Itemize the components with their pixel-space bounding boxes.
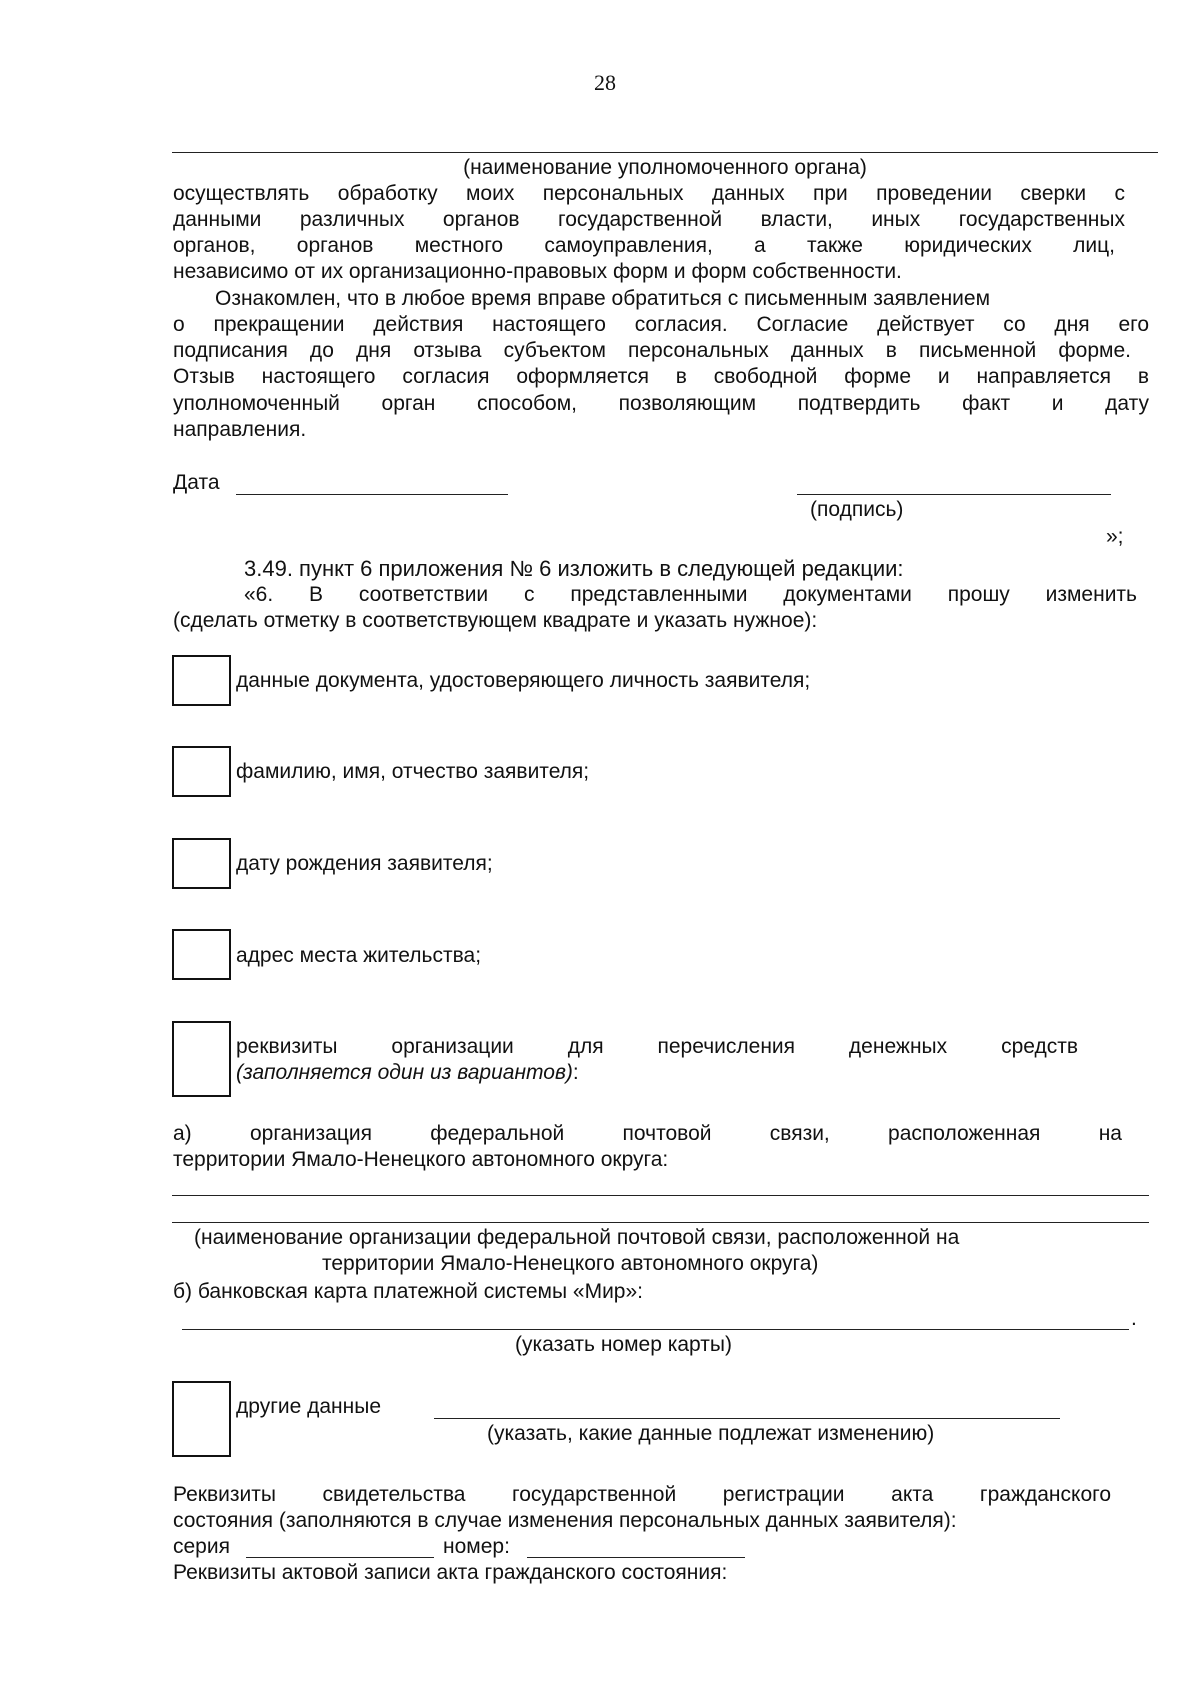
authority-caption: (наименование уполномоченного органа)	[463, 156, 867, 179]
consent-para1-line3: органов, органов местного самоуправления, а также юридических лиц,	[173, 234, 1115, 257]
signature-line[interactable]	[797, 494, 1111, 495]
postal-org-line2[interactable]	[172, 1222, 1149, 1223]
amendment-intro-line1: «6. В соответствии с представленными документами прошу изменить	[244, 583, 1137, 606]
other-data-line[interactable]	[434, 1418, 1060, 1419]
variant-a-caption-line2: территории Ямало-Ненецкого автономного округа)	[322, 1252, 819, 1275]
consent-para2-line2: о прекращении действия настоящего согласия. Согласие действует со дня его	[173, 313, 1149, 336]
other-data-caption: (указать, какие данные подлежат изменению)	[487, 1422, 935, 1445]
checkbox-birth-date[interactable]	[172, 838, 231, 889]
consent-para1-line2: данными различных органов государственной власти, иных государственных	[173, 208, 1125, 231]
consent-para1-line1: осуществлять обработку моих персональных данных при проведении сверки с	[173, 182, 1125, 205]
variant-a-caption-line1: (наименование организации федеральной почтовой связи, расположенной на	[194, 1226, 960, 1249]
series-label: серия	[173, 1535, 230, 1558]
consent-para2-line5: уполномоченный орган способом, позволяющим подтвердить факт и дату	[173, 392, 1149, 415]
certificate-line1: Реквизиты свидетельства государственной регистрации акта гражданского	[173, 1483, 1111, 1506]
consent-para2-line3: подписания до дня отзыва субъектом персональных данных в письменной форме.	[173, 339, 1131, 362]
consent-para2-first: Ознакомлен, что в любое время вправе обратиться с письменным заявлением	[215, 287, 991, 310]
consent-para2-line4: Отзыв настоящего согласия оформляется в свободной форме и направляется в	[173, 365, 1149, 388]
option-other-data: другие данные	[236, 1395, 382, 1418]
option-requisites: реквизиты организации для перечисления денежных средств	[236, 1035, 1078, 1058]
consent-para2-last: направления.	[173, 418, 307, 441]
checkbox-other-data[interactable]	[172, 1381, 231, 1457]
card-number-line[interactable]	[182, 1329, 1129, 1330]
amendment-heading: 3.49. пункт 6 приложения № 6 изложить в следующей редакции:	[244, 556, 904, 581]
postal-org-line1[interactable]	[172, 1195, 1149, 1196]
option-identity-document: данные документа, удостоверяющего личность заявителя;	[236, 669, 811, 692]
consent-para1-last: независимо от их организационно-правовых форм и форм собственности.	[173, 260, 902, 283]
checkbox-identity-document[interactable]	[172, 655, 231, 706]
variant-b-line: б) банковская карта платежной системы «Мир»:	[173, 1280, 643, 1303]
option-address: адрес места жительства;	[236, 944, 482, 967]
checkbox-address[interactable]	[172, 929, 231, 980]
requisites-note: (заполняется один из вариантов)	[236, 1061, 573, 1084]
number-label: номер:	[443, 1535, 510, 1558]
variant-a-line1: а) организация федеральной почтовой связи, расположенная на	[173, 1122, 1122, 1145]
number-line[interactable]	[527, 1557, 745, 1558]
checkbox-requisites[interactable]	[172, 1021, 231, 1097]
date-label: Дата	[173, 471, 220, 494]
amendment-intro-line2: (сделать отметку в соответствующем квадрате и указать нужное):	[173, 609, 818, 632]
date-line[interactable]	[236, 494, 508, 495]
authority-name-line[interactable]	[172, 152, 1158, 153]
signature-caption: (подпись)	[810, 498, 904, 521]
option-birth-date: дату рождения заявителя;	[236, 852, 493, 875]
requisites-colon: :	[572, 1061, 579, 1084]
checkbox-full-name[interactable]	[172, 746, 231, 797]
series-line[interactable]	[246, 1557, 434, 1558]
variant-a-line2: территории Ямало-Ненецкого автономного округа:	[173, 1148, 669, 1171]
certificate-line2: состояния (заполняются в случае изменения персональных данных заявителя):	[173, 1509, 957, 1532]
page-number: 28	[594, 70, 616, 95]
card-number-caption: (указать номер карты)	[515, 1333, 732, 1356]
record-label: Реквизиты актовой записи акта гражданского состояния:	[173, 1561, 728, 1584]
option-full-name: фамилию, имя, отчество заявителя;	[236, 760, 590, 783]
closing-quote: »;	[1106, 525, 1124, 548]
card-number-period: .	[1131, 1307, 1137, 1330]
